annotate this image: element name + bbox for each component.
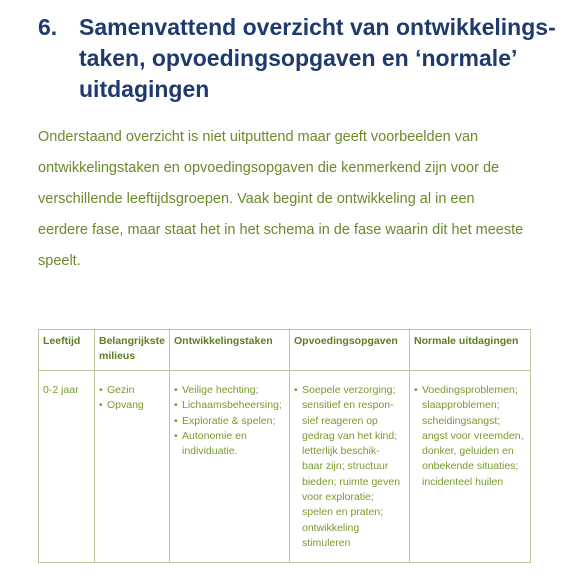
list-item: • Soepele verzorging; sensitief en respon- sief reageren op gedrag van het kind; letterlijk beschik- baar zijn; structuur bieden; ruimte geven voor exploratie; spelen en praten; ontwikkeling stimuleren <box>294 384 401 549</box>
bullet-icon: • <box>174 384 178 396</box>
overview-table <box>38 329 531 563</box>
bullet-icon: • <box>174 414 178 427</box>
bullet-icon: • <box>174 429 178 442</box>
table-header-row <box>39 330 531 371</box>
list-item: • Autonomie en individuatie. <box>174 429 247 458</box>
list-item: • Opvang <box>99 398 165 413</box>
bullet-icon: • <box>294 384 298 396</box>
bullet-icon: • <box>414 384 418 396</box>
section-title: Samenvattend overzicht van ontwikkelings- taken, opvoedingsopgaven en ‘normale’ uitdagingen <box>79 14 556 102</box>
list-item: • Gezin <box>99 383 165 398</box>
intro-line: Onderstaand overzicht is niet uitputtend maar geeft voorbeelden van <box>38 129 479 145</box>
header-normale-uitdagingen: Normale uitdagingen <box>410 330 531 371</box>
header-leeftijd: Leeftijd <box>39 330 95 371</box>
intro-line: eerdere fase, maar staat het in het schema in de fase waarin dit het meeste <box>38 222 524 238</box>
cell-taken <box>170 371 290 563</box>
list-item: • Lichaamsbeheersing; <box>174 398 285 413</box>
intro-line: speelt. <box>38 253 81 269</box>
section-heading <box>38 12 568 105</box>
section-number: 6. <box>38 14 58 40</box>
list-item: • Veilige hechting; <box>174 383 285 398</box>
cell-milieus <box>95 371 170 563</box>
list-item: • Exploratie & spelen; <box>174 414 285 429</box>
bullet-icon: • <box>174 399 178 412</box>
cell-opgaven <box>290 371 410 563</box>
bullet-icon: • <box>99 384 103 396</box>
header-milieus: Belangrijkste milieus <box>95 330 170 371</box>
header-opvoedingsopgaven: Opvoedingsopgaven <box>290 330 410 371</box>
cell-uitdagingen <box>410 371 531 563</box>
cell-age: 0-2 jaar <box>39 371 95 563</box>
intro-paragraph <box>38 122 568 277</box>
list-item: • Voedingsproblemen; slaapproblemen; scheidingsangst; angst voor vreemden, donker, geluiden en onbekende situaties; incidenteel huilen <box>414 384 524 488</box>
table-row <box>39 371 531 563</box>
bullet-icon: • <box>99 399 103 412</box>
intro-line: ontwikkelingstaken en opvoedingsopgaven die kenmerkend zijn voor de <box>38 160 500 176</box>
header-ontwikkelingstaken: Ontwikkelingstaken <box>170 330 290 371</box>
intro-line: verschillende leeftijdsgroepen. Vaak begint de ontwikkeling al in een <box>38 191 475 207</box>
